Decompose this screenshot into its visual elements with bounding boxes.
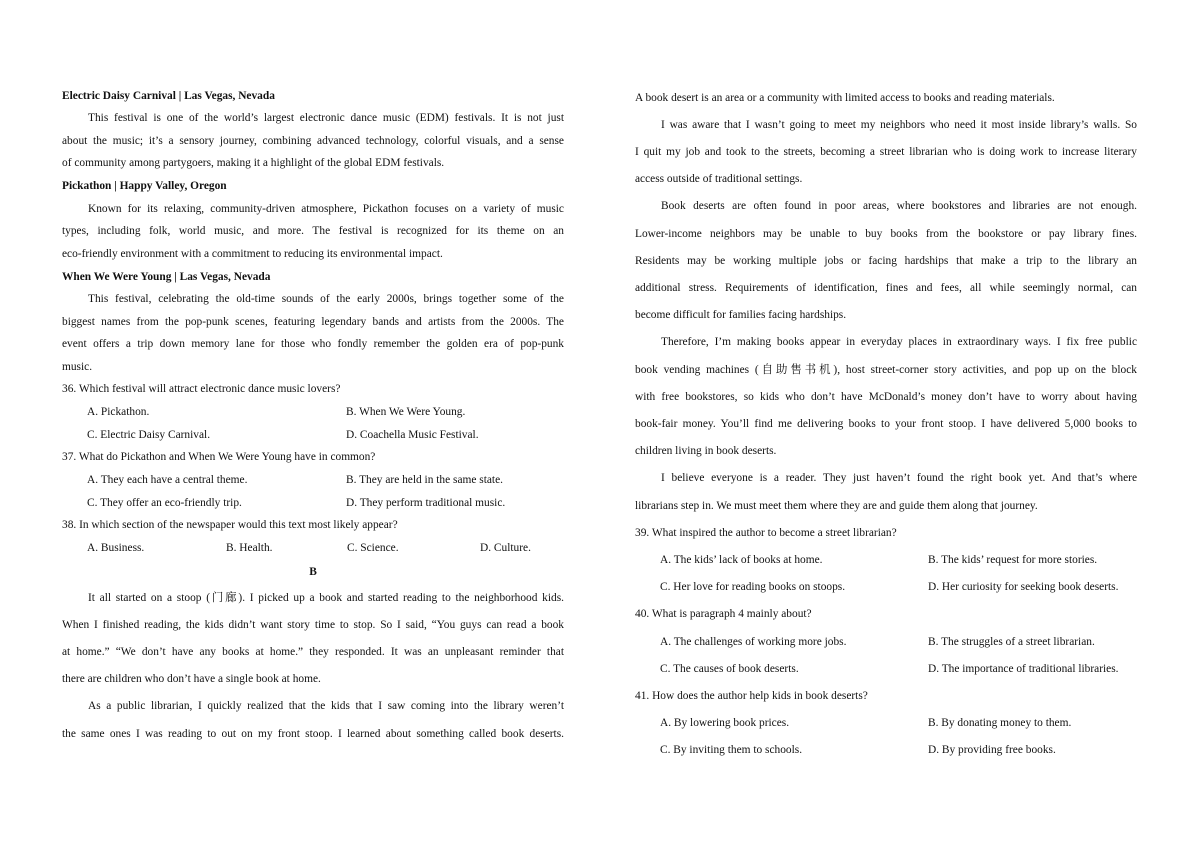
paragraph-line: of community among partygoers, making it a highlight of the global EDM festivals. [62, 157, 445, 169]
option-b[interactable]: B. They are held in the same state. [346, 474, 503, 486]
festival-heading: Electric Daisy Carnival | Las Vegas, Nevada [62, 90, 275, 102]
option-c[interactable]: C. They offer an eco-friendly trip. [87, 497, 242, 509]
option-c[interactable]: C. Her love for reading books on stoops. [660, 581, 846, 593]
question-38: 38. In which section of the newspaper would this text most likely appear? [62, 519, 398, 531]
option-a[interactable]: A. Pickathon. [87, 406, 150, 418]
paragraph-line: at home.” “We don’t have any books at home.” they responded. It was an unpleasant reminder that [62, 646, 564, 658]
question-40: 40. What is paragraph 4 mainly about? [635, 608, 812, 620]
option-a[interactable]: A. The challenges of working more jobs. [660, 636, 847, 648]
option-b[interactable]: B. The struggles of a street librarian. [928, 636, 1095, 648]
option-c[interactable]: C. By inviting them to schools. [660, 744, 803, 756]
paragraph-line: there are children who don’t have a single book at home. [62, 673, 321, 685]
paragraph-line: access outside of traditional settings. [635, 173, 803, 185]
paragraph-line: Therefore, I’m making books appear in everyday places in extraordinary ways. I fix free public [661, 336, 1137, 348]
option-a[interactable]: A. By lowering book prices. [660, 717, 790, 729]
paragraph-line: types, including folk, world music, and more. The festival is recognized for its theme on an [62, 225, 564, 237]
paragraph-line: Lower-income neighbors may be unable to buy books from the bookstore or pay library fines. [635, 228, 1137, 240]
option-c[interactable]: C. The causes of book deserts. [660, 663, 799, 675]
option-d[interactable]: D. By providing free books. [928, 744, 1056, 756]
paragraph-line: biggest names from the pop-punk scenes, featuring legendary bands and artists from the 2000s. The [62, 316, 564, 328]
option-d[interactable]: D. The importance of traditional libraries. [928, 663, 1119, 675]
paragraph-line: I quit my job and took to the streets, becoming a street librarian who is doing work to increase literary [635, 146, 1137, 158]
paragraph-line: event offers a trip down memory lane for those who fondly remember the golden era of pop-punk [62, 338, 564, 350]
option-d[interactable]: D. They perform traditional music. [346, 497, 506, 509]
option-d[interactable]: D. Culture. [480, 542, 531, 554]
paragraph-line: It all started on a stoop (门廊). I picked up a book and started reading to the neighborhood kids. [88, 592, 564, 604]
paragraph-line: book-fair money. You’ll find me delivering books to your front stoop. I have delivered 5,000 books to [635, 418, 1137, 430]
section-b-label: B [309, 566, 317, 578]
paragraph-line: music. [62, 361, 93, 373]
festival-heading: When We Were Young | Las Vegas, Nevada [62, 271, 271, 283]
question-41: 41. How does the author help kids in book deserts? [635, 690, 868, 702]
paragraph-line: children living in book deserts. [635, 445, 777, 457]
paragraph-line: This festival is one of the world’s largest electronic dance music (EDM) festivals. It is not just [88, 112, 564, 124]
option-b[interactable]: B. When We Were Young. [346, 406, 466, 418]
paragraph-line: Book deserts are often found in poor areas, where bookstores and libraries are not enough. [661, 200, 1137, 212]
option-b[interactable]: B. By donating money to them. [928, 717, 1072, 729]
paragraph-line: Known for its relaxing, community-driven atmosphere, Pickathon focuses on a variety of music [88, 203, 564, 215]
paragraph-line: This festival, celebrating the old-time sounds of the early 2000s, brings together some of the [88, 293, 564, 305]
paragraph-line: book vending machines (自助售书机), host street-corner story activities, and pop up on the block [635, 364, 1137, 376]
option-c[interactable]: C. Electric Daisy Carnival. [87, 429, 211, 441]
option-d[interactable]: D. Coachella Music Festival. [346, 429, 479, 441]
paragraph-line: become difficult for families facing hardships. [635, 309, 847, 321]
question-39: 39. What inspired the author to become a street librarian? [635, 527, 897, 539]
paragraph-line: with free bookstores, so kids who don’t have McDonald’s money don’t have to worry about having [635, 391, 1137, 403]
paragraph-line: A book desert is an area or a community with limited access to books and reading materials. [635, 92, 1055, 104]
question-36: 36. Which festival will attract electronic dance music lovers? [62, 383, 341, 395]
festival-heading: Pickathon | Happy Valley, Oregon [62, 180, 227, 192]
option-c[interactable]: C. Science. [347, 542, 399, 554]
paragraph-line: the same ones I was reading to out on my front stoop. I learned about something called book deserts. [62, 728, 564, 740]
paragraph-line: eco-friendly environment with a commitment to reducing its environmental impact. [62, 248, 443, 260]
paragraph-line: I was aware that I wasn’t going to meet my neighbors who need it most inside library’s walls. So [661, 119, 1137, 131]
option-b[interactable]: B. Health. [226, 542, 273, 554]
option-a[interactable]: A. Business. [87, 542, 145, 554]
question-37: 37. What do Pickathon and When We Were Young have in common? [62, 451, 376, 463]
paragraph-line: about the music; it’s a sensory journey, combining advanced technology, colorful visuals, and a sense [62, 135, 564, 147]
paragraph-line: As a public librarian, I quickly realized that the kids that I saw coming into the library weren’t [88, 700, 564, 712]
option-a[interactable]: A. The kids’ lack of books at home. [660, 554, 823, 566]
paragraph-line: additional stress. Requirements of identification, fines and fees, all while seemingly normal, can [635, 282, 1137, 294]
paragraph-line: I believe everyone is a reader. They just haven’t found the right book yet. And that’s where [661, 472, 1137, 484]
option-b[interactable]: B. The kids’ request for more stories. [928, 554, 1098, 566]
option-d[interactable]: D. Her curiosity for seeking book deserts. [928, 581, 1119, 593]
paragraph-line: When I finished reading, the kids didn’t want story time to stop. So I said, “You guys can read a book [62, 619, 564, 631]
option-a[interactable]: A. They each have a central theme. [87, 474, 248, 486]
paragraph-line: librarians step in. We must meet them where they are and guide them along that journey. [635, 500, 1038, 512]
paragraph-line: Residents may be working multiple jobs or facing hardships that make a trip to the library an [635, 255, 1137, 267]
